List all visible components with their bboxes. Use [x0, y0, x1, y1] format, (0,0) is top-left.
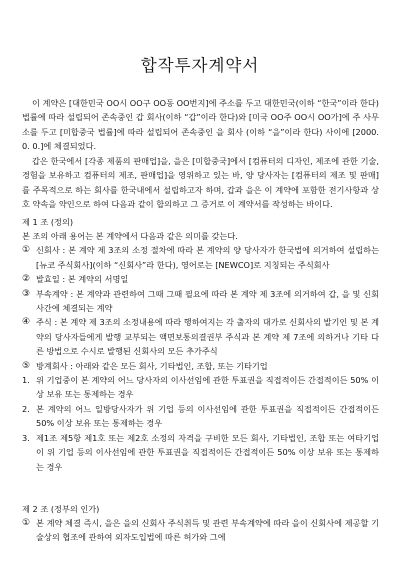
definition-item: [22, 315, 379, 358]
article-1-heading: 제 1 조 (정의): [22, 217, 74, 227]
item-marker: ⑤: [22, 360, 31, 371]
sub-item-text: 위 기업중이 본 계약의 어느 당사자의 이사선임에 관한 투표권을 직접적이든 간접적이든 50% 이상 보유 또는 통제하는 경우: [36, 375, 379, 400]
sub-item-marker: 2.: [22, 403, 30, 414]
item-text: 부속계약 : 본 계약과 관련하여 그때 그때 필요에 따라 본 계약 제 3조에 의거하여 갑, 을 및 신회사간에 체결되는 계약: [36, 288, 379, 314]
sub-item: [22, 431, 379, 474]
article-1-body: [22, 229, 379, 474]
item-text: 발효일 : 본 계약의 서명일: [36, 274, 129, 285]
sub-item-text: 제1조 제5항 제1호 또는 제2호 소정의 자격을 구비한 모든 회사, 기타법인, 조합 또는 여타기업이 위 기업 등의 이사선임에 관한 투표권을 직접적이든 간접적이든 50% 이상 보유 또는 통제하는 경우: [36, 432, 379, 472]
item-marker: ②: [22, 274, 31, 285]
definition-item: [22, 243, 379, 272]
item-marker: ①: [22, 245, 31, 256]
definition-item: [22, 287, 379, 316]
item-marker: ③: [22, 288, 31, 299]
preamble-paragraph-2: 갑은 한국에서 [각종 제품의 판매업]을, 을은 [미합중국]에서 [컴퓨터의 디자인, 제조에 관한 기술, 경험을 보유하고 컴퓨터의 제조, 판매업]을 영위하고 있는 바, 양 당사자는 [컴퓨터의 제조 및 판매]를 주목적으로 하는 회사를 한국내에서 설립하고자 하며, 갑과 을은 이 계약에 포함한 전기사항과 상호 약속을 약인으로 하여 다음과 같이 합의하고 그 증거로 이 계약서를 작성하는 바이다.: [22, 156, 379, 210]
item-text: 신회사 : 본 계약 제 3조의 소정 절차에 따라 본 계약의 양 당사자가 한국법에 의거하여 설립하는 [뉴코 주식회사](이하 “신회사”라 한다), 영어로는 [NEWCO]로 지칭되는 주식회사: [36, 245, 379, 270]
sub-item-marker: 1.: [22, 375, 30, 386]
item-marker: ①: [22, 518, 31, 528]
item-text: 본 계약 체결 즉시, 을은 을의 신회사 주식취득 및 관련 부속계약에 따라 을이 신회사에 제공할 기술상의 협조에 관하여 외자도입법에 따른 허가와 그에: [36, 518, 379, 543]
sub-item-text: 본 계약의 어느 일방당사자가 위 기업 등의 이사선임에 관한 투표권을 직접적이든 간접적이든 50% 이상 보유 또는 통제하는 경우: [36, 403, 379, 429]
sub-item: [22, 402, 379, 431]
item-text: 방계회사 : 아래와 같은 모든 회사, 기타법인, 조합, 또는 기타기업: [36, 360, 268, 371]
preamble-paragraph-1: 이 계약은 [대한민국 OO시 OO구 OO동 OO번지]에 주소를 두고 대한민국(이하 “한국”이라 한다) 법률에 따라 설립되어 존속중인 갑 회사(이하 “갑”이라 한다)와 [미국 OO주 OO시 OO가]에 주 사무소를 두고 [미합중국 법률]에 따라 설립되어 존속중인 을 회사 (이하 “을”이라 한다) 사이에 [2000. 0. 0.]에 체결되었다.: [22, 98, 379, 152]
sub-item: [22, 373, 379, 402]
sub-item-marker: 3.: [22, 432, 30, 443]
article-2-heading: 제 2 조 (정부의 인가): [22, 504, 100, 514]
definition-item: [22, 359, 379, 373]
item-marker: ④: [22, 317, 31, 328]
definition-item: [22, 272, 379, 286]
article-2-body: [22, 516, 379, 545]
article-1-intro: 본 조의 아래 용어는 본 계약에서 다음과 같은 의미를 갖는다.: [22, 231, 238, 241]
article-2-item: [22, 516, 379, 545]
document-title: 합작투자계약서: [140, 56, 260, 75]
item-text: 주식 : 본 계약 제 3조의 소정내용에 따라 행하여지는 각 출자의 대가로 신회사의 발기인 및 본 계약의 당사자들에게 발행 교부되는 액면보통의결권부 주식과 본 계약 제 7조에 의하거나 기타 다른 방법으로 수시로 발행된 신회사의 모든 추가주식: [36, 317, 379, 357]
